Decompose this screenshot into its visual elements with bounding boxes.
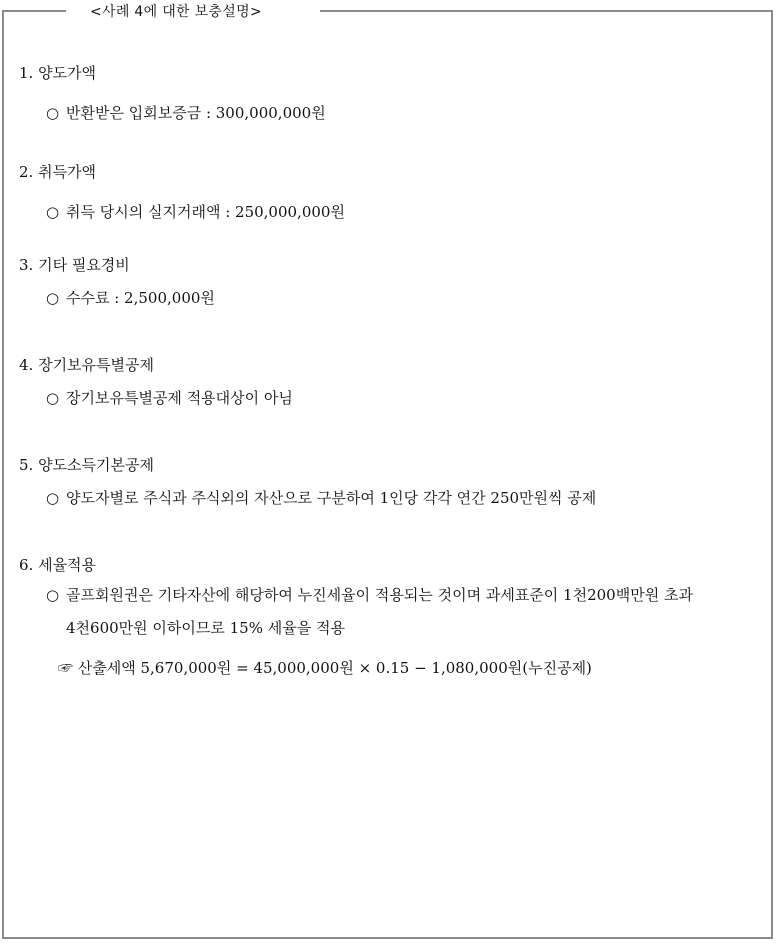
bullet-text: 골프회원권은 기타자산에 해당하여 누진세율이 적용되는 것이며 과세표준이 1천200백만원 초과 [66, 586, 693, 604]
box-top-border-right [320, 10, 773, 12]
section-3-bullet [46, 287, 215, 308]
bullet-text: 취득 당시의 실지거래액 : 250,000,000원 [66, 203, 345, 221]
section-heading-4: 4. 장기보유특별공제 [19, 356, 155, 374]
bullet-icon: ○ [46, 104, 60, 122]
section-5-bullet [46, 487, 596, 508]
section-2-bullet [46, 201, 345, 222]
section-heading-3: 3. 기타 필요경비 [19, 256, 130, 274]
section-6-continuation: 4천600만원 이하이므로 15% 세율을 적용 [66, 619, 345, 637]
bullet-icon: ○ [46, 203, 60, 221]
box-title: <사례 4에 대한 보충설명> [90, 4, 262, 20]
bullet-icon: ○ [46, 586, 60, 604]
section-4-bullet [46, 387, 293, 408]
bullet-icon: ○ [46, 289, 60, 307]
section-6-bullet [46, 584, 693, 605]
section-heading-6: 6. 세율적용 [19, 556, 97, 574]
bullet-text: 양도자별로 주식과 주식외의 자산으로 구분하여 1인당 각각 연간 250만원씩 공제 [66, 489, 597, 507]
bullet-icon: ○ [46, 389, 60, 407]
section-heading-1: 1. 양도가액 [19, 64, 97, 82]
box-top-border-left [2, 10, 66, 12]
section-1-bullet [46, 102, 326, 123]
bullet-text: 반환받은 입회보증금 : 300,000,000원 [66, 104, 326, 122]
section-heading-5: 5. 양도소득기본공제 [19, 456, 155, 474]
bullet-text: 장기보유특별공제 적용대상이 아님 [66, 389, 293, 407]
bullet-icon: ○ [46, 489, 60, 507]
bullet-text: 수수료 : 2,500,000원 [66, 289, 215, 307]
section-heading-2: 2. 취득가액 [19, 163, 97, 181]
tax-calculation: ☞ 산출세액 5,670,000원 = 45,000,000원 × 0.15 − 1,080,000원(누진공제) [58, 659, 592, 677]
